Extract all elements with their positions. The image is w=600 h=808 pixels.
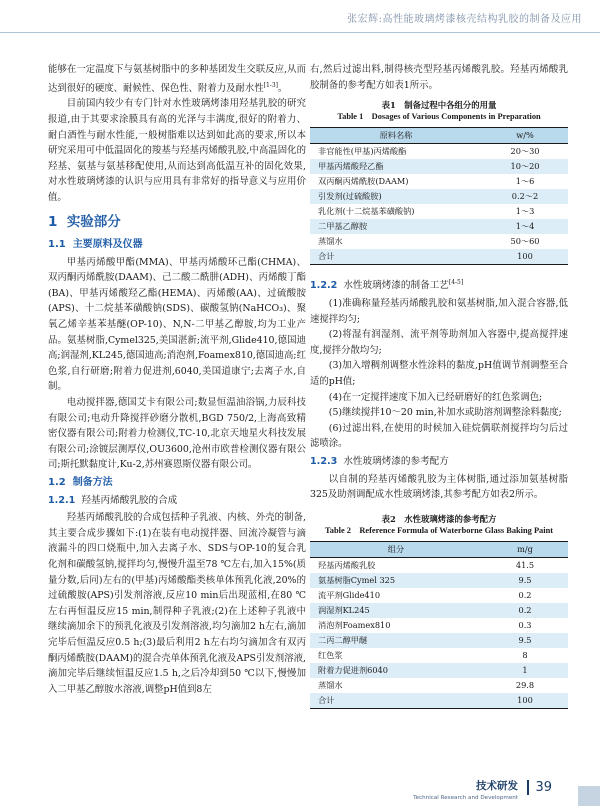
running-header <box>0 0 600 33</box>
subsection-heading: 1.1 主要原料及仪器 <box>48 239 143 251</box>
running-title: 张宏辉:高性能玻璃烤漆核壳结构乳胶的制备及应用 <box>347 14 582 25</box>
paragraph: 甲基丙烯酸甲酯(MMA)、甲基丙烯酸环己酯(CHMA)、双丙酮丙烯酰胺(DAAM)、己二酸二酰肼(ADH)、丙烯酸丁酯(BA)、甲基丙烯酸羟乙酯(HEMA)、丙烯酸(AA)、过硫酸胺(APS)、十二烷基苯磺酸钠(SDS)、碳酸氢钠(NaHCO₃)、聚氧乙烯辛基苯基醚(OP-10)、N,N-二甲基乙醇胺,均为工业产品。氨基树脂,Cymel325,美国湛新;流平剂,Glide410,德国迪高;润湿剂,KL245,德国迪高;消泡剂,Foamex810,德国迪高;红色浆,自行研磨;附着力促进剂,6040,美国道康宁;去离子水,自制。 <box>48 256 306 393</box>
journal-logo: 技术研发 Technical Research and Development <box>413 780 518 801</box>
table-row: 二甲基乙醇胺 1～4 <box>310 219 568 234</box>
subsubsection-heading: 1.2.2 水性玻璃烤漆的制备工艺[4-5] <box>310 279 464 292</box>
subsubsection-heading: 1.2.1 羟基丙烯酸乳胶的合成 <box>48 494 178 506</box>
step-item: (5)继续搅拌10～20 min,补加水或助溶剂调整涂料黏度; <box>328 407 562 419</box>
table-row: 附着力促进剂6040 1 <box>310 663 568 678</box>
citation: [4-5] <box>448 279 464 287</box>
table-row: 甲基丙烯酸羟乙酯 10～20 <box>310 159 568 174</box>
table-header-cell: 组分 <box>310 541 482 557</box>
paragraph: 目前国内较少有专门针对水性玻璃烤漆用羟基乳胶的研究报道,由于其要求涂膜具有高的光泽与丰满度,很好的附着力、耐白酒性与耐水性能,一般树脂难以达到如此高的要求,所以本研究采用可中低温固化的羧基与羟基丙烯酸乳胶,中高温固化的羟基、氨基与氨基移配使用,从而达到高低温互补的固化效果,对水性玻璃烤漆的认识与应用具有非常好的指导意义与应用价值。 <box>48 98 306 203</box>
table-row: 乳化剂(十二烷基苯磺酸钠) 1～3 <box>318 206 535 217</box>
paragraph: 以自制的羟基丙烯酸乳胶为主体树脂,通过添加氨基树脂325及助剂调配成水性玻璃烤漆,其参考配方如表2所示。 <box>310 473 568 501</box>
table-row: 红色浆 8 <box>318 649 528 660</box>
step-item: (6)过滤出料,在使用的时候加入硅烷偶联剂搅拌均匀后过滤喷涂。 <box>310 422 568 450</box>
table-reference-formula <box>310 541 568 709</box>
footer-bar <box>578 786 600 806</box>
paragraph: 右,然后过滤出料,制得核壳型羟基丙烯酸乳胶。羟基丙烯酸乳胶制备的参考配方如表1所示。 <box>310 64 568 91</box>
page-footer <box>0 778 600 808</box>
subsubsection-heading: 1.2.3 水性玻璃烤漆的参考配方 <box>310 455 449 467</box>
page-number: 39 <box>527 780 552 795</box>
step-item: (1)准确称量羟基丙烯酸乳胶和氨基树脂,加入混合容器,低速搅拌均匀; <box>310 297 568 325</box>
subsection-heading: 1.2 制备方法 <box>48 476 113 488</box>
table-row: 蒸馏水 29.8 <box>318 679 535 690</box>
step-item: (3)加入增稠剂调整水性涂料的黏度,pH值调节剂调整至合适的pH值; <box>310 360 568 387</box>
table-row: 流平剂Glide410 0.2 <box>318 589 532 600</box>
table-component-dosages <box>310 127 568 265</box>
table-header-cell: 原料名称 <box>310 128 482 144</box>
table-row: 二丙二醇甲醚 9.5 <box>310 633 568 648</box>
step-item: (4)在一定搅拌速度下加入已经研磨好的红色浆调色; <box>328 391 543 403</box>
table-caption: 表2 水性玻璃烤漆的参考配方 Table 2 Reference Formula of Waterborne Glass Baking Paint <box>324 513 554 535</box>
table-row: 非官能性(甲基)丙烯酸酯 20～30 <box>318 146 540 157</box>
section-heading: 1 实验部分 <box>48 214 121 231</box>
table-row: 消泡剂Foamex810 0.3 <box>318 619 532 630</box>
table-row: 润湿剂KL245 0.2 <box>310 603 568 618</box>
paragraph: 电动搅拌器,德国艾卡有限公司;数显恒温油浴锅,力辰科技有限公司;电动升降搅拌砂磨分散机,BGD 750/2,上海高致精密仪器有限公司;附着力检测仪,TC-10,北京天地星火科技发展有限公司;涂镀层测厚仪,OU3600,沧州市欧普检测仪器有限公司;斯托默黏度计,Ku-2,苏州赛恩斯仪器有限公司。 <box>48 397 306 471</box>
table-row: 双丙酮丙烯酰胺(DAAM) 1～6 <box>318 176 535 187</box>
citation: [1-3] <box>263 81 278 89</box>
right-column <box>310 62 568 709</box>
table-row: 羟基丙烯酸乳胶 41.5 <box>318 559 535 570</box>
paragraph: 能够在一定温度下与氨基树脂中的多种基团发生交联反应,从而达到很好的硬度、耐候性、保色性、附着力及耐水性[1-3]。 <box>48 64 306 94</box>
table-row: 合计 100 <box>310 249 568 265</box>
table-row: 氨基树脂Cymel 325 9.5 <box>310 573 568 588</box>
step-item: (2)将湿有润湿剂、流平剂等助剂加入容器中,提高搅拌速度,搅拌分散均匀; <box>310 329 568 356</box>
table-header-cell: w/% <box>482 128 568 144</box>
table-row: 引发剂(过硫酸胺) 0.2～2 <box>310 189 568 204</box>
table-row: 合计 100 <box>310 693 568 709</box>
left-column <box>48 62 306 697</box>
paragraph: 羟基丙烯酸乳胶的合成包括种子乳液、内核、外壳的制备,其主要合成步骤如下:(1)在装有电动搅拌器、回流冷凝管与滴液漏斗的四口烧瓶中,加入去离子水、SDS与OP-10的复合乳化剂和碳酸氢钠,搅拌均匀,慢慢升温至78 ℃左右,加入15%(质量分数,后同)左右的(甲基)丙烯酸酯类核单体预乳化液,20%的过硫酸胺(APS)引发剂溶液,反应10 min后出现蓝相,在80 ℃左右再恒温反应15 min,制得种子乳液;(2)在上述种子乳液中继续滴加余下的预乳化液及引发剂溶液,均匀滴加2 h左右,滴加完毕后恒温反应0.5 h;(3)最后利用2 h左右均匀滴加含有双丙酮丙烯酰胺(DAAM)的混合壳单体预乳化液及APS引发剂溶液,滴加完毕后继续恒温反应1.5 h,之后冷却到50 ℃以下,慢慢加入二甲基乙醇胺水溶液,调整pH值到8左 <box>48 512 306 695</box>
table-row: 蒸馏水 50～60 <box>318 236 540 247</box>
table-header-cell: m/g <box>482 541 568 557</box>
table-caption: 表1 制备过程中各组分的用量 Table 1 Dosages of Various Components in Preparation <box>337 100 541 122</box>
